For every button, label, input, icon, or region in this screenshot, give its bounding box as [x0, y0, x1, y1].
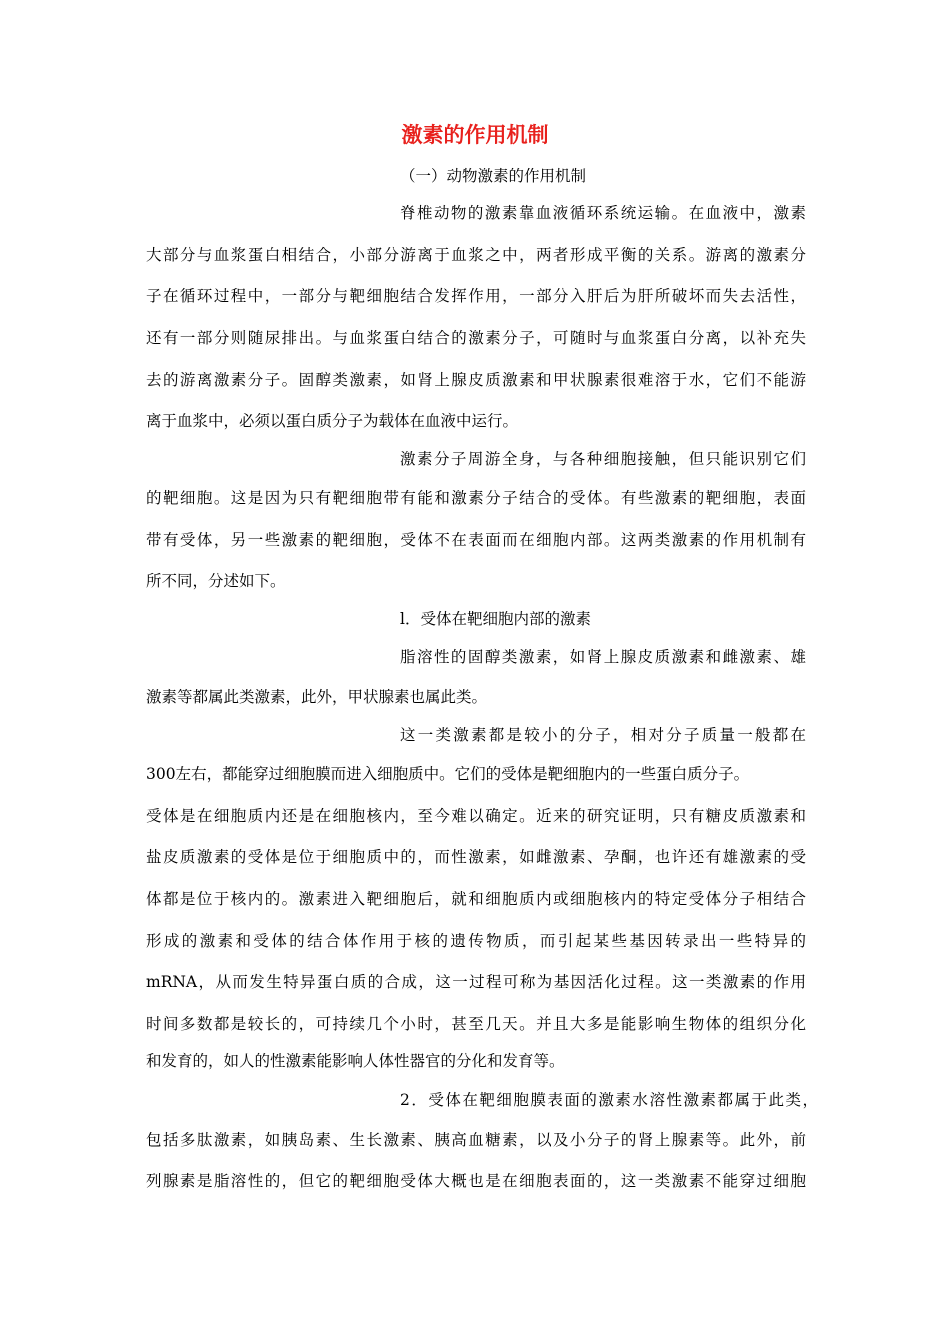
paragraph-4-line-1: 这一类激素都是较小的分子，相对分子质量一般都在	[400, 726, 806, 744]
paragraph-5-line-3: 列腺素是脂溶性的，但它的靶细胞受体大概也是在细胞表面的，这一类激素不能穿过细胞	[146, 1172, 806, 1190]
paragraph-1-line-1: 脊椎动物的激素靠血液循环系统运输。在血液中，激素	[400, 204, 806, 222]
paragraph-4-line-9: 和发育的，如人的性激素能影响人体性器官的分化和发育等。	[146, 1052, 565, 1070]
paragraph-4-line-7: mRNA，从而发生特异蛋白质的合成，这一过程可称为基因活化过程。这一类激素的作用	[146, 973, 806, 991]
paragraph-1-line-2: 大部分与血浆蛋白相结合，小部分游离于血浆之中，两者形成平衡的关系。游离的激素分	[146, 246, 806, 264]
paragraph-4-line-2: 300左右，都能穿过细胞膜而进入细胞质中。它们的受体是靶细胞内的一些蛋白质分子。	[146, 765, 750, 783]
paragraph-5-line-2: 包括多肽激素，如胰岛素、生长激素、胰高血糖素，以及小分子的肾上腺素等。此外，前	[146, 1131, 806, 1149]
paragraph-2-line-1: 激素分子周游全身，与各种细胞接触，但只能识别它们	[400, 450, 806, 468]
paragraph-1-line-5: 去的游离激素分子。固醇类激素，如肾上腺皮质激素和甲状腺素很难溶于水，它们不能游	[146, 371, 806, 389]
paragraph-5-line-1: 2．受体在靶细胞膜表面的激素水溶性激素都属于此类，	[400, 1091, 818, 1109]
document-title: 激素的作用机制	[401, 122, 549, 147]
paragraph-4-line-8: 时间多数都是较长的，可持续几个小时，甚至几天。并且大多是能影响生物体的组织分化	[146, 1015, 806, 1033]
paragraph-3-line-1: 脂溶性的固醇类激素，如肾上腺皮质激素和雌激素、雄	[400, 648, 806, 666]
paragraph-4-line-6: 形成的激素和受体的结合体作用于核的遗传物质，而引起某些基因转录出一些特异的	[146, 932, 806, 950]
paragraph-4-line-5: 体都是位于核内的。激素进入靶细胞后，就和细胞质内或细胞核内的特定受体分子相结合	[146, 890, 806, 908]
section-subtitle: （一）动物激素的作用机制	[400, 167, 587, 185]
paragraph-1-line-6: 离于血浆中，必须以蛋白质分子为载体在血液中运行。	[146, 412, 519, 430]
paragraph-1-line-3: 子在循环过程中，一部分与靶细胞结合发挥作用，一部分入肝后为肝所破坏而失去活性，	[146, 287, 806, 305]
paragraph-4-line-3: 受体是在细胞质内还是在细胞核内，至今难以确定。近来的研究证明，只有糖皮质激素和	[146, 807, 806, 825]
section-heading-1: l．受体在靶细胞内部的激素	[400, 610, 591, 628]
paragraph-4-line-4: 盐皮质激素的受体是位于细胞质中的，而性激素，如雌激素、孕酮，也许还有雄激素的受	[146, 848, 806, 866]
paragraph-2-line-2: 的靶细胞。这是因为只有靶细胞带有能和激素分子结合的受体。有些激素的靶细胞，表面	[146, 489, 806, 507]
paragraph-2-line-4: 所不同，分述如下。	[146, 572, 286, 590]
paragraph-1-line-4: 还有一部分则随尿排出。与血浆蛋白结合的激素分子，可随时与血浆蛋白分离，以补充失	[146, 329, 806, 347]
paragraph-3-line-2: 激素等都属此类激素，此外，甲状腺素也属此类。	[146, 688, 488, 706]
paragraph-2-line-3: 带有受体，另一些激素的靶细胞，受体不在表面而在细胞内部。这两类激素的作用机制有	[146, 531, 806, 549]
